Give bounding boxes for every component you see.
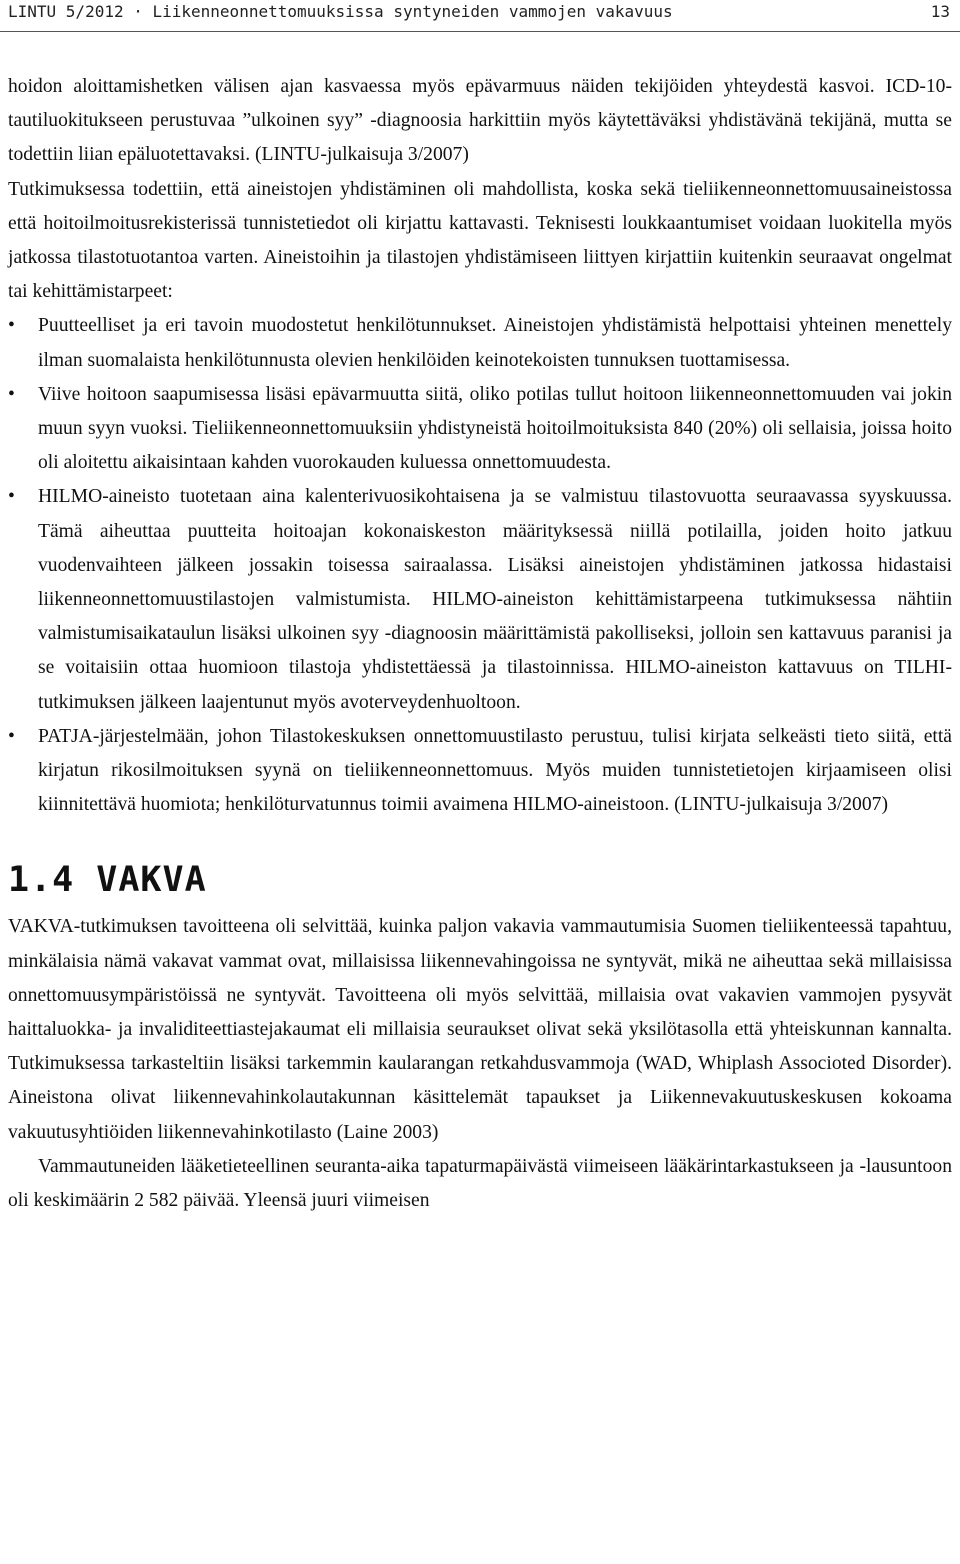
list-item (8, 480, 952, 719)
list-item-text: HILMO-aineisto tuotetaan aina kalenterivuosikohtaisena ja se valmistuu tilastovuotta seuraavassa syyskuussa. Tämä aiheuttaa puutteita hoitoajan kokonaiskeston määrityksessä niillä potilailla, joiden hoito jatkuu vuodenvaihteen jälkeen jossakin toisessa sairaalassa. Lisäksi aineistojen yhdistäminen jatkossa hidastaisi liikenneonnettomuustilastojen valmistumista. HILMO-aineiston kehittämistarpeena tutkimuksessa nähtiin valmistumisaikataulun lisäksi ulkoinen syy -diagnoosin määrittämistä pakolliseksi, jolloin sen kattavuus paranisi ja se voitaisiin ottaa huomioon tilastoja yhdistettäessä ja tilastoinnissa. HILMO-aineiston kattavuus on TILHI-tutkimuksen jälkeen laajentunut myös avoterveydenhuoltoon. (38, 486, 952, 713)
bullet-icon: • (8, 486, 15, 508)
list-item-text: Viive hoitoon saapumisessa lisäsi epävarmuutta siitä, oliko potilas tullut hoitoon liikenneonnettomuuden vai jokin muun syyn vuoksi. Tieliikenneonnettomuuksiin yhdistyneistä hoitoilmoituksista 840 (20%) oli sellaisia, joissa hoito oli aloitettu aikaisintaan kahden vuorokauden kuluessa onnettomuudesta. (38, 383, 952, 474)
section-paragraph: VAKVA-tutkimuksen tavoitteena oli selvittää, kuinka paljon vakavia vammautumisia Suomen tieliikenteessä tapahtuu, minkälaisia nämä vakavat vammat ovat, millaisissa liikennevahingoissa ne syntyvät, mikä ne aiheuttaa sekä millaisissa onnettomuusympäristöissä ne syntyvät. Tavoitteena oli myös selvittää, millaisia ovat vakavien vammojen pysyvät haittaluokka- ja invaliditeettiastejakaumat eli millaisia seuraukset olivat sekä yksilötasolla että yhteiskunnan kannalta. Tutkimuksessa tarkasteltiin lisäksi tarkemmin kaularangan retkahdusvammoja (WAD, Whiplash Associoted Disorder). Aineistona olivat liikennevahinkolautakunnan käsittelemät tapaukset ja Liikennevakuutuskeskusen kokoama vakuutusyhtiöiden liikennevahinkotilasto (Laine 2003) (8, 916, 952, 1143)
page-number: 13 (930, 2, 950, 21)
list-item-text: Puutteelliset ja eri tavoin muodostetut henkilötunnukset. Aineistojen yhdistämistä helpottaisi yhteinen menettely ilman suomalaista henkilötunnusta olevien henkilöiden keinotekoisten tunnuksen tuottamisessa. (38, 315, 952, 371)
running-title: LINTU 5/2012 · Liikenneonnettomuuksissa syntyneiden vammojen vakavuus (8, 2, 673, 21)
intro-paragraph: hoidon aloittamishetken välisen ajan kasvaessa myös epävarmuus näiden tekijöiden yhteydestä kasvoi. ICD-10-tautiluokitukseen perustuvaa ”ulkoinen syy” -diagnoosia harkittiin myös käytettäväksi yhdistävänä tekijänä, mutta se todettiin liian epäluotettavaksi. (LINTU-julkaisuja 3/2007) (8, 76, 952, 166)
findings-paragraph: Tutkimuksessa todettiin, että aineistojen yhdistäminen oli mahdollista, koska sekä tieliikenneonnettomuusaineistossa että hoitoilmoitusrekisterissä tunnistetiedot oli kirjattu kattavasti. Teknisesti loukkaantumiset voidaan luokitella myös jatkossa tilastotuotantoa varten. Aineistoihin ja tilastojen yhdistämiseen liittyen kirjattiin kuitenkin seuraavat ongelmat tai kehittämistarpeet: (8, 178, 952, 303)
list-item (8, 720, 952, 823)
header-divider (0, 31, 960, 32)
list-item (8, 309, 952, 377)
issues-list (8, 309, 952, 822)
bullet-icon: • (8, 383, 15, 405)
page-header (0, 0, 960, 26)
bullet-icon: • (8, 315, 15, 337)
bullet-icon: • (8, 725, 15, 747)
list-item (8, 378, 952, 481)
list-item-text: PATJA-järjestelmään, johon Tilastokeskuksen onnettomuustilasto perustuu, tulisi kirjata selkeästi tieto siitä, että kirjatun rikosilmoituksen syynä on tieliikenneonnettomuus. Myös muiden tunnistetietojen kirjaamiseen olisi kiinnitettävä huomiota; henkilöturvatunnus toimii avaimena HILMO-aineistoon. (LINTU-julkaisuja 3/2007) (38, 725, 952, 816)
section-heading: 1.4 VAKVA (8, 860, 207, 901)
page-body (8, 70, 952, 1218)
section-paragraph: Vammautuneiden lääketieteellinen seuranta-aika tapaturmapäivästä viimeiseen lääkärintarkastukseen ja -lausuntoon oli keskimäärin 2 582 päivää. Yleensä juuri viimeisen (8, 1155, 952, 1212)
